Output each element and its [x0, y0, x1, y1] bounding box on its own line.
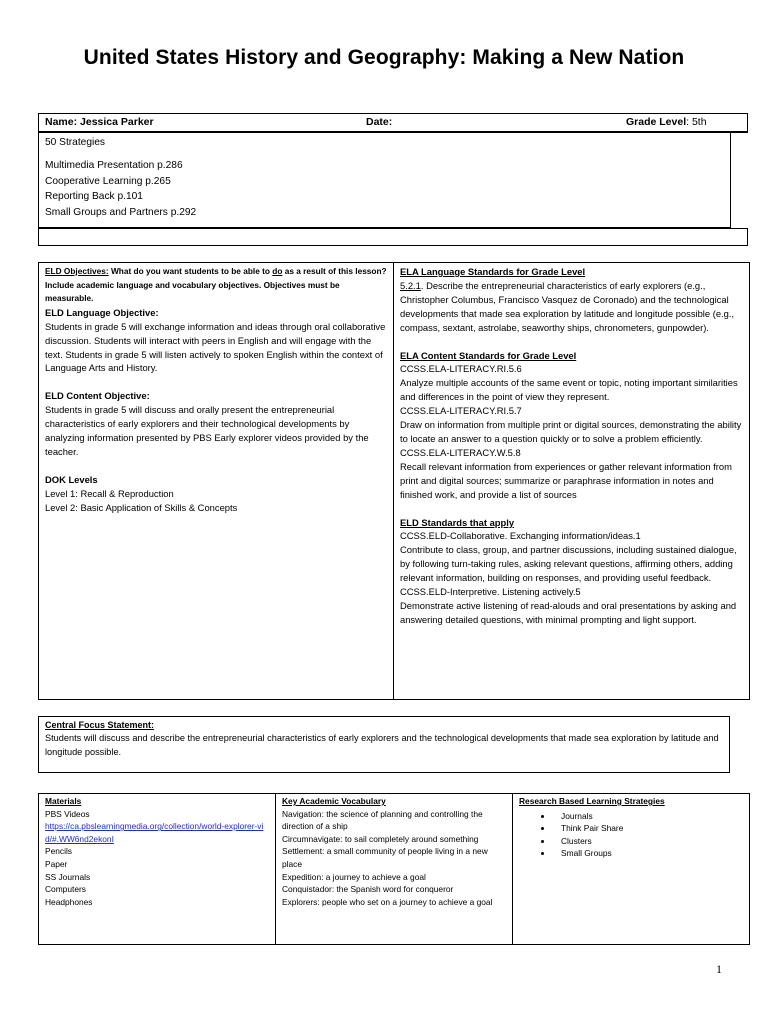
list-item: • Journals: [553, 810, 743, 823]
materials-heading: Materials: [45, 796, 82, 806]
material-item: PBS Videos: [45, 808, 90, 819]
eld-language-objective-text: Students in grade 5 will exchange information and ideas through oral collaborative discussion. Students will interact with peers in English and will engage with the text. Students in grade 5 will listen actively to spoken English within the context of Language Arts and History.: [45, 320, 386, 374]
objectives-table: [38, 262, 750, 700]
material-item: Computers: [45, 884, 86, 895]
vocabulary-item: Expedition: a journey to achieve a goal: [282, 871, 426, 882]
grade-level-label: Grade Level: [626, 116, 687, 128]
eld-content-objective-heading: ELD Content Objective:: [45, 390, 150, 402]
standard-text: Draw on information from multiple print or digital sources, demonstrating the ability to locate an answer to a question quickly or to solve a problem efficiently.: [400, 419, 742, 444]
dok-level: Level 1: Recall & Reproduction: [45, 487, 174, 499]
eld-objectives-heading: ELD Objectives:: [45, 266, 109, 276]
ela-language-standards-heading: ELA Language Standards for Grade Level: [400, 266, 586, 277]
resources-table: [38, 793, 750, 945]
pbs-videos-link[interactable]: https://ca.pbslearningmedia.org/collection/world-explorer-vid/#.WW6nd2ekonI: [45, 821, 264, 844]
vocabulary-item: Navigation: the science of planning and controlling the direction of a ship: [282, 808, 483, 832]
dok-level: Level 2: Basic Application of Skills & Concepts: [45, 501, 238, 513]
vocabulary-heading: Key Academic Vocabulary: [282, 796, 386, 806]
standard-code: CCSS.ELD-Collaborative. Exchanging information/ideas.1: [400, 530, 641, 542]
strategies-box: [38, 133, 731, 228]
strategy-item: Cooperative Learning p.265: [45, 175, 171, 187]
header-row: [38, 113, 748, 133]
central-focus-box: [38, 716, 730, 773]
research-strategies-list: [519, 810, 743, 860]
material-item: SS Journals: [45, 871, 91, 882]
date-label: Date:: [366, 116, 393, 128]
strategy-item: Small Groups and Partners p.292: [45, 206, 197, 218]
vocabulary-item: Conquistador: the Spanish word for conqueror: [282, 884, 454, 895]
grade-level-value: : 5th: [686, 116, 707, 128]
eld-standards-heading: ELD Standards that apply: [400, 516, 515, 528]
dok-levels-heading: DOK Levels: [45, 473, 98, 485]
ela-language-standards-text: 5.2.1. Describe the entrepreneurial characteristics of early explorers (e.g., Christopher Columbus, Francisco Vasquez de Coronado) and the technological developments that made sea exploration by latitude and longitude possible (e.g., compass, sextant, astrolabe, seaworthy ships, chronometers, gunpowder).: [400, 279, 735, 333]
central-focus-text: Students will discuss and describe the entrepreneurial characteristics of early explorers and the technological developments that made sea exploration by latitude and longitude possible.: [45, 732, 719, 757]
standards-column: [394, 263, 749, 699]
vocabulary-column: [276, 794, 513, 944]
standard-text: Recall relevant information from experiences or gather relevant information from print and digital sources; summarize or paraphrase information in notes and finished work, and provide a list of sources: [400, 460, 732, 500]
central-focus-heading: Central Focus Statement:: [45, 720, 155, 730]
list-item: • Small Groups: [553, 847, 743, 860]
strategy-item: Reporting Back p.101: [45, 191, 143, 203]
list-item: • Clusters: [553, 835, 743, 848]
standard-text: Demonstrate active listening of read-alouds and oral presentations by asking and answering detailed questions, with minimal prompting and light support.: [400, 599, 737, 625]
eld-objectives-column: [39, 263, 394, 699]
page-title: United States History and Geography: Making a New Nation: [83, 46, 685, 69]
vocabulary-item: Circumnavigate: to sail completely around something: [282, 833, 479, 844]
strategies-heading: 50 Strategies: [45, 137, 106, 148]
standard-code: CCSS.ELA-LITERACY.W.5.8: [400, 446, 521, 458]
standard-text: Contribute to class, group, and partner discussions, including sustained dialogue, by following turn-taking rules, asking relevant questions, affirming others, adding relevant information, building on responses, and providing useful feedback.: [400, 544, 737, 584]
eld-objectives-intro: ELD Objectives: What do you want students to be able to do as a result of this lesson? Include academic language and vocabulary objectives. Objectives must be measurable.: [45, 266, 387, 304]
standard-code: CCSS.ELA-LITERACY.RI.5.7: [400, 405, 522, 417]
standard-code: CCSS.ELD-Interpretive. Listening actively.5: [400, 586, 581, 598]
list-item: • Think Pair Share: [553, 822, 743, 835]
page-number: 1: [716, 962, 722, 976]
materials-column: [39, 794, 276, 944]
vocabulary-item: Settlement: a small community of people living in a new place: [282, 846, 488, 869]
eld-language-objective-heading: ELD Language Objective:: [45, 306, 159, 318]
material-item: Paper: [45, 858, 68, 869]
empty-row: [38, 228, 748, 246]
grade-level: [626, 116, 707, 128]
material-item: Pencils: [45, 846, 72, 857]
standard-text: Analyze multiple accounts of the same event or topic, noting important similarities and differences in the point of view they represent.: [400, 377, 738, 403]
vocabulary-item: Explorers: people who set on a journey to achieve a goal: [282, 896, 493, 907]
student-name: Name: Jessica Parker: [45, 116, 154, 128]
eld-content-objective-text: Students in grade 5 will discuss and orally present the entrepreneurial characteristics of early explorers and their technological developments by analyzing information presented by PBS Early explorer videos provided by the teacher.: [45, 404, 369, 457]
research-strategies-column: [513, 794, 749, 944]
standard-code: CCSS.ELA-LITERACY.RI.5.6: [400, 363, 522, 375]
research-strategies-heading: Research Based Learning Strategies: [519, 796, 665, 806]
strategy-item: Multimedia Presentation p.286: [45, 160, 183, 172]
ela-content-standards-heading: ELA Content Standards for Grade Level: [400, 349, 577, 361]
material-item: Headphones: [45, 896, 93, 907]
